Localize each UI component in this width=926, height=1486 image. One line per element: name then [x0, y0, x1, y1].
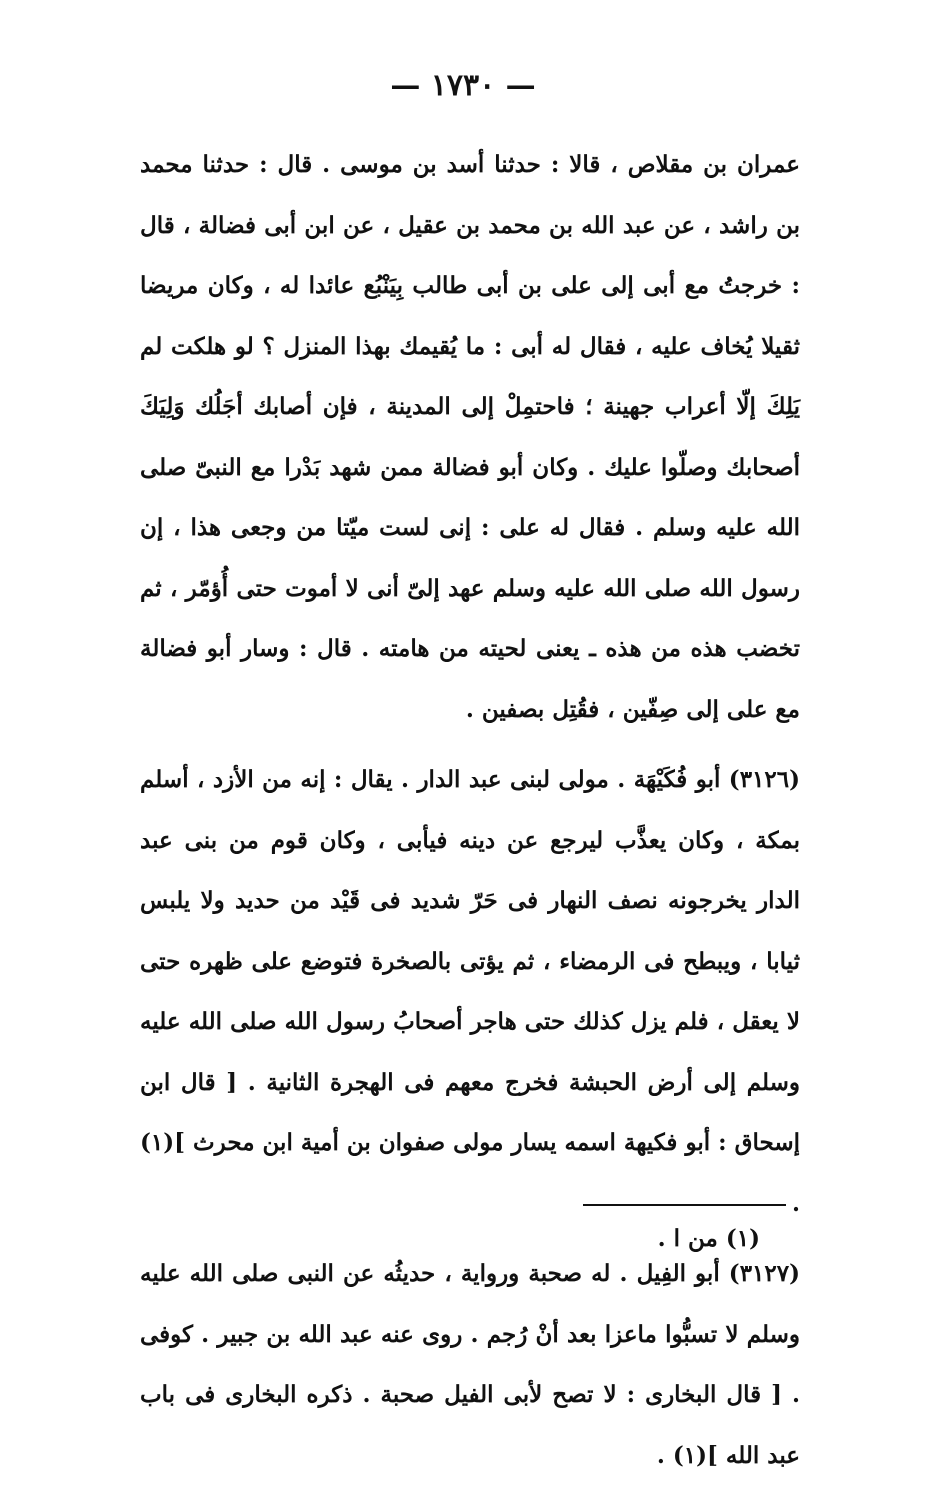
footnote: (١) من ا . [657, 1225, 760, 1252]
entry-3127: (٣١٢٧) أبو الفِيل . له صحبة ورواية ، حديثُه عن النبى صلى الله عليه وسلم لا تسبُّوا ماعزا بعد أنْ رُجم . روى عنه عبد الله بن جبير . كوفى . [ قال البخارى : لا تصح لأبى الفيل صحبة . ذكره البخارى فى باب عبد الله ](١) . [140, 1260, 800, 1469]
paragraph-continuation: عمران بن مقلاص ، قالا : حدثنا أسد بن موسى . قال : حدثنا محمد بن راشد ، عن عبد الله بن محمد بن عقيل ، عن ابن أبى فضالة ، قال : خرجتُ مع أبى إلى على بن أبى طالب بِيَنْبُع عائدا له ، وكان مريضا ثقيلا يُخاف عليه ، فقال له أبى : ما يُقيمك بهذا المنزل ؟ لو هلكت لم يَلِكَ إلّا أعراب جهينة ؛ فاحتمِلْ إلى المدينة ، فإن أصابك أجَلُك وَلِيَكَ أصحابك وصلّوا عليك . وكان أبو فضالة ممن شهد بَدْرا مع النبىّ صلى الله عليه وسلم . فقال له على : إنى لست ميّتا من وجعى هذا ، إن رسول الله صلى الله عليه وسلم عهد إلىّ أنى لا أموت حتى أُؤمّر ، ثم تخضب هذه من هذه ـ يعنى لحيته من هامته . قال : وسار أبو فضالة مع على إلى صِفّين ، فقُتِل بصفين . [140, 151, 800, 723]
entry-3126: (٣١٢٦) أبو فُكَيْهَة . مولى لبنى عبد الدار . يقال : إنه من الأزد ، أسلم بمكة ، وكان يعذَّب ليرجع عن دينه فيأبى ، وكان قوم من بنى عبد الدار يخرجونه نصف النهار فى حَرّ شديد فى قَيْد من حديد ولا يلبس ثيابا ، ويبطح فى الرمضاء ، ثم يؤتى بالصخرة فتوضع على ظهره حتى لا يعقل ، فلم يزل كذلك حتى هاجر أصحابُ رسول الله صلى الله عليه وسلم إلى أرض الحبشة فخرج معهم فى الهجرة الثانية . [ قال ابن إسحاق : أبو فكيهة اسمه يسار مولى صفوان بن أمية ابن محرث ](١) . [140, 766, 800, 1217]
page-number: — ١٧٣٠ — [390, 68, 536, 103]
body-text [140, 135, 800, 1486]
footnote-divider [583, 1204, 786, 1206]
